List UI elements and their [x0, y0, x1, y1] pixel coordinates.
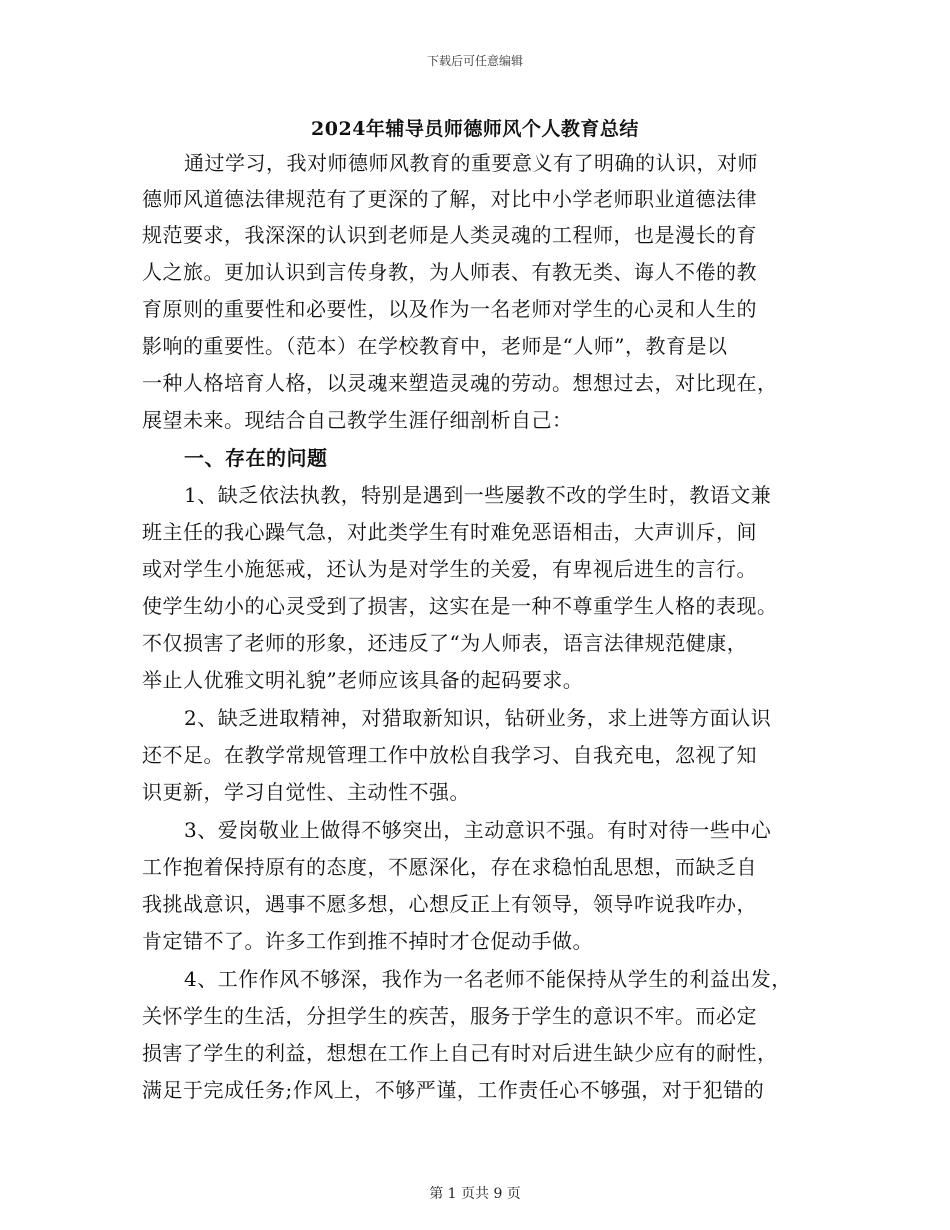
- body-line: 4、工作作风不够深，我作为一名老师不能保持从学生的利益出发，: [184, 967, 792, 991]
- body-line: 工作抱着保持原有的态度，不愿深化，存在求稳怕乱思想，而缺乏自: [142, 855, 757, 879]
- body-line: 3、爱岗敬业上做得不够突出，主动意识不强。有时对待一些中心: [184, 818, 772, 842]
- body-line: 育原则的重要性和必要性，以及作为一名老师对学生的心灵和人生的: [142, 297, 757, 321]
- section-heading: 一、存在的问题: [184, 446, 328, 470]
- header-note: 下载后可任意编辑: [426, 54, 523, 68]
- body-line: 或对学生小施惩戒，还认为是对学生的关爱，有卑视后进生的言行。: [142, 557, 757, 581]
- body-line: 满足于完成任务;作风上，不够严谨，工作责任心不够强，对于犯错的: [142, 1078, 765, 1102]
- body-line: 不仅损害了老师的形象，还违反了“为人师表，语言法律规范健康，: [142, 631, 748, 655]
- body-line: 1、缺乏依法执教，特别是遇到一些屡教不改的学生时，教语文兼: [184, 483, 772, 507]
- body-line: 使学生幼小的心灵受到了损害，这实在是一种不尊重学生人格的表现。: [142, 594, 778, 618]
- body-line: 规范要求，我深深的认识到老师是人类灵魂的工程师，也是漫长的育: [142, 223, 757, 247]
- body-line: 肯定错不了。许多工作到推不掉时才仓促动手做。: [142, 929, 593, 953]
- body-line: 通过学习，我对师德师风教育的重要意义有了明确的认识，对师: [184, 151, 758, 175]
- body-line: 还不足。在教学常规管理工作中放松自我学习、自我充电，忽视了知: [142, 743, 757, 767]
- document-title: 2024年辅导员师德师风个人教育总结: [311, 118, 639, 140]
- body-line: 一种人格培育人格，以灵魂来塑造灵魂的劳动。想想过去，对比现在，: [142, 371, 778, 395]
- body-line: 举止人优雅文明礼貌”老师应该具备的起码要求。: [142, 668, 584, 692]
- page-number: 第 1 页共 9 页: [429, 1186, 521, 1202]
- body-line: 2、缺乏进取精神，对猎取新知识，钻研业务，求上进等方面认识: [184, 706, 772, 730]
- body-line: 展望未来。现结合自己教学生涯仔细剖析自己：: [142, 408, 573, 432]
- body-line: 班主任的我心躁气急，对此类学生有时难免恶语相击，大声训斥，间: [142, 520, 757, 544]
- body-line: 识更新，学习自觉性、主动性不强。: [142, 780, 470, 804]
- body-line: 我挑战意识，遇事不愿多想，心想反正上有领导，领导咋说我咋办，: [142, 892, 757, 916]
- body-line: 影响的重要性。（范本）在学校教育中，老师是“人师”，教育是以: [142, 334, 728, 358]
- body-line: 损害了学生的利益，想想在工作上自己有时对后进生缺少应有的耐性，: [142, 1041, 778, 1065]
- body-line: 人之旅。更加认识到言传身教，为人师表、有教无类、诲人不倦的教: [142, 260, 757, 284]
- body-line: 德师风道德法律规范有了更深的了解，对比中小学老师职业道德法律: [142, 187, 757, 211]
- body-line: 关怀学生的生活，分担学生的疾苦，服务于学生的意识不牢。而必定: [142, 1004, 757, 1028]
